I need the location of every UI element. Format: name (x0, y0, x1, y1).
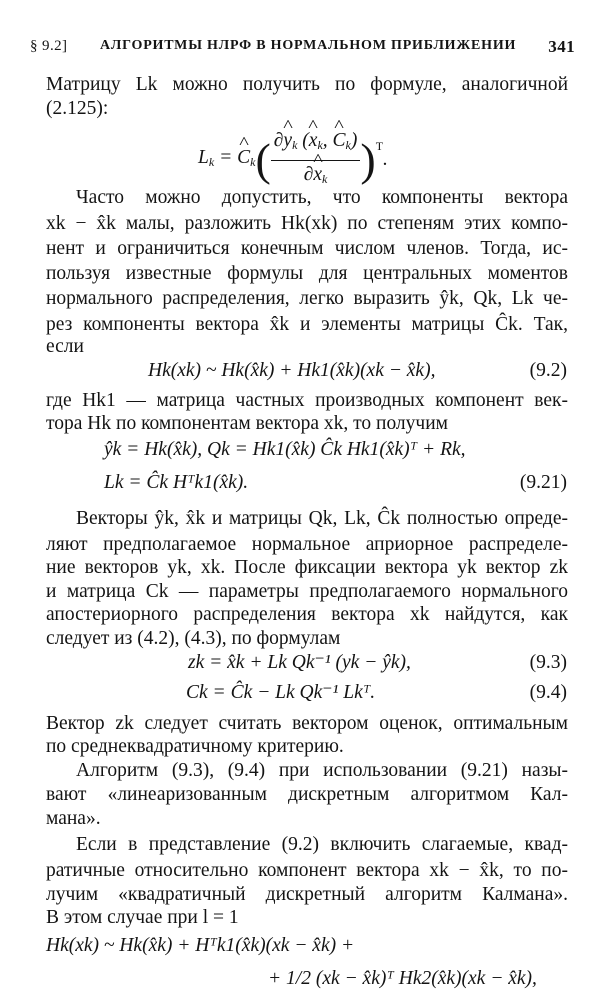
page-number: 341 (548, 37, 575, 56)
text-line: нент и ограничиться конечным числом членов. Тогда, ис- (46, 238, 568, 259)
text-line: пользуя известные формулы для центральных моментов (46, 263, 568, 284)
text-line: Матрицу Lk можно получить по формуле, аналогичной (46, 74, 568, 95)
text-line: ляют предполагаемое нормальное априорное распределе- (46, 534, 568, 555)
text-line: по среднеквадратичному критерию. (46, 736, 344, 757)
text-line: где Hk1 — матрица частных производных компонент век- (46, 390, 568, 411)
text-line: рез компоненты вектора x̂k и элементы матрицы Ĉk. Так, (46, 314, 568, 335)
text-line: xk − x̂k малы, разложить Hk(xk) по степеням этих компо- (46, 213, 568, 234)
text-line: тора Hk по компонентам вектора xk, то получим (46, 413, 448, 434)
equation-label: (9.21) (519, 472, 567, 493)
equation-label: (9.3) (529, 652, 567, 673)
equation-9-2-1-line1: ŷk = Hk(x̂k), Qk = Hk1(x̂k) Ĉk Hk1(x̂k)ᵀ + Rk, (104, 439, 466, 460)
text-line: ние векторов yk, xk. После фиксации вектора yk вектор zk (46, 557, 568, 578)
text-line: нормального распределения, легко выразить ŷk, Qk, Lk че- (46, 288, 568, 309)
equation-label: (9.2) (529, 360, 567, 381)
text-line: лучим «квадратичный дискретный алгоритм Калмана». (46, 884, 568, 905)
equation-label: (9.4) (529, 682, 567, 703)
text-line: Если в представление (9.2) включить слагаемые, квад- (76, 834, 568, 855)
section-ref: § 9.2] (30, 38, 68, 54)
text-line: (2.125): (46, 98, 109, 119)
chapter-title: АЛГОРИТМЫ НЛРФ В НОРМАЛЬНОМ ПРИБЛИЖЕНИИ (100, 38, 517, 53)
equation-9-3: zk = x̂k + Lk Qk⁻¹ (yk − ŷk), (188, 652, 411, 673)
text-line: вают «линеаризованным дискретным алгоритмом Кал- (46, 784, 568, 805)
text-line: Алгоритм (9.3), (9.4) при использовании (9.21) назы- (76, 760, 568, 781)
text-line: Векторы ŷk, x̂k и матрицы Qk, Lk, Ĉk полностью опреде- (76, 508, 568, 529)
text-line: если (46, 336, 84, 357)
text-line: В этом случае при l = 1 (46, 907, 239, 928)
text-line: мана». (46, 808, 101, 829)
equation-9-2: Hk(xk) ~ Hk(x̂k) + Hk1(x̂k)(xk − x̂k), (148, 360, 436, 381)
equation-9-2-1-line2: Lk = Ĉk Hᵀk1(x̂k). (104, 472, 249, 493)
text-line: ратичные относительно компонент вектора xk − x̂k, то по- (46, 860, 568, 881)
running-header (30, 38, 575, 62)
text-line: Часто можно допустить, что компоненты вектора (76, 187, 568, 208)
text-line: Вектор zk следует считать вектором оценок, оптимальным (46, 713, 568, 734)
text-line: апостериорного распределения вектора xk найдутся, как (46, 604, 568, 625)
text-line: следует из (4.2), (4.3), по формулам (46, 628, 341, 649)
text-line: и матрица Ck — параметры предполагаемого нормального (46, 581, 568, 602)
equation-quadratic-line2: + 1/2 (xk − x̂k)ᵀ Hk2(x̂k)(xk − x̂k), (268, 968, 537, 989)
equation-L-formula: $L_k$ = ^ $C_k$ ( $\frac{\partial\^{} y_k (\^{} x_k, \^{} C_k)}{\partial\^{} x_k}$ ) $^T$ . (198, 128, 388, 192)
equation-9-4: Ck = Ĉk − Lk Qk⁻¹ Lkᵀ. (186, 682, 376, 703)
equation-quadratic-line1: Hk(xk) ~ Hk(x̂k) + Hᵀk1(x̂k)(xk − x̂k) + (46, 935, 355, 956)
